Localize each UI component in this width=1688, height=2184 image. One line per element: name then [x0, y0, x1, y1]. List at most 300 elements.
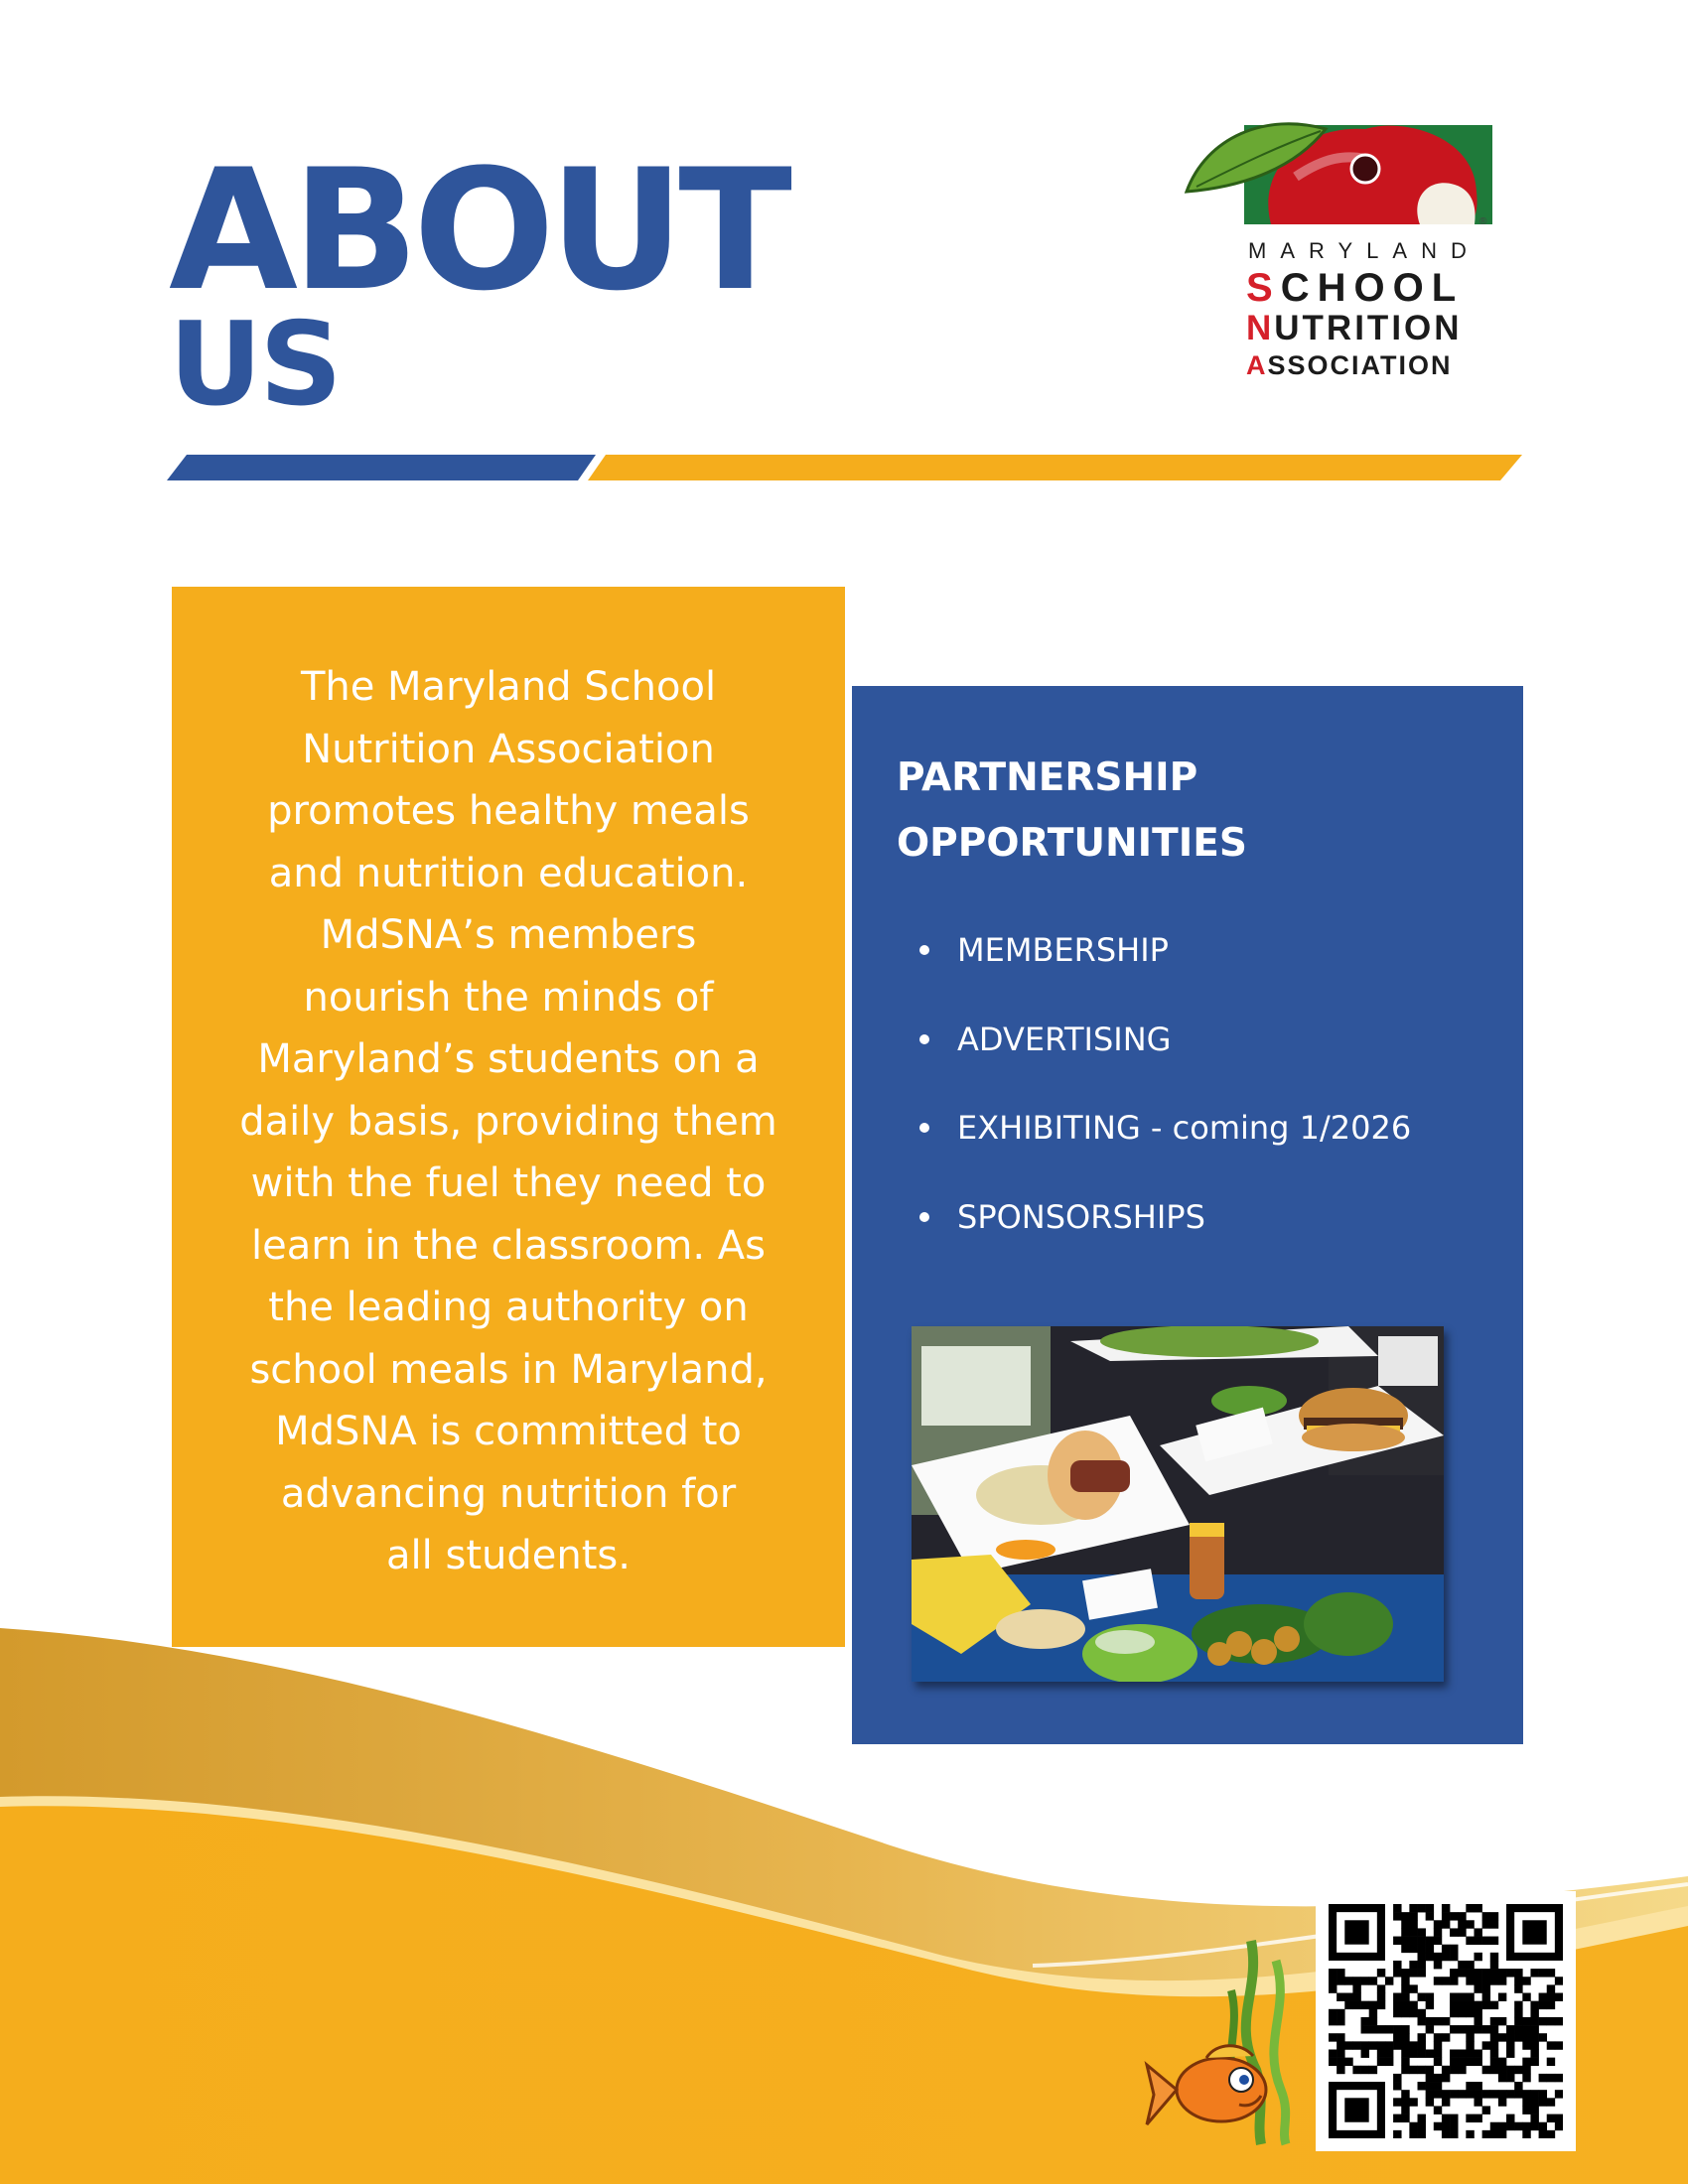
qr-module: [1474, 1953, 1481, 1961]
qr-module: [1506, 2025, 1514, 2033]
partnership-heading-line-1: PARTNERSHIP: [897, 755, 1198, 800]
qr-module: [1385, 2049, 1393, 2057]
qr-module: [1530, 2106, 1538, 2114]
qr-module: [1426, 2098, 1434, 2106]
qr-module: [1409, 1961, 1417, 1969]
qr-module: [1522, 2074, 1530, 2082]
qr-module: [1522, 2066, 1530, 2074]
qr-module: [1409, 2122, 1417, 2130]
qr-module: [1352, 1984, 1360, 1992]
qr-module: [1418, 2009, 1426, 2017]
qr-module: [1401, 2009, 1409, 2017]
qr-module: [1522, 1977, 1530, 1984]
qr-module: [1474, 2009, 1481, 2017]
qr-module: [1434, 2049, 1442, 2057]
qr-module: [1539, 2074, 1547, 2082]
qr-module: [1401, 1993, 1409, 2001]
qr-module: [1426, 2025, 1434, 2033]
qr-module: [1547, 2074, 1555, 2082]
qr-module: [1490, 2033, 1498, 2041]
qr-module: [1458, 2058, 1466, 2066]
qr-module: [1490, 1961, 1498, 1969]
qr-module: [1450, 1953, 1458, 1961]
logo-n: N: [1246, 309, 1275, 347]
qr-module: [1418, 2115, 1426, 2122]
qr-module: [1498, 2066, 1506, 2074]
qr-module: [1434, 1937, 1442, 1945]
qr-module: [1498, 2130, 1506, 2138]
qr-module: [1466, 1904, 1474, 1912]
qr-module: [1401, 2115, 1409, 2122]
qr-module: [1522, 2033, 1530, 2041]
qr-module: [1401, 1969, 1409, 1977]
partnership-heading-line-2: OPPORTUNITIES: [897, 821, 1248, 866]
qr-module: [1336, 2033, 1344, 2041]
partnership-heading: [897, 746, 1492, 877]
qr-module: [1442, 1912, 1450, 1920]
qr-module: [1409, 2041, 1417, 2049]
about-line: and nutrition education.: [268, 850, 749, 896]
qr-module: [1514, 2122, 1522, 2130]
qr-module: [1466, 2090, 1474, 2098]
qr-module: [1434, 1920, 1442, 1928]
qr-module: [1401, 2033, 1409, 2041]
qr-module: [1474, 1937, 1481, 1945]
qr-module: [1409, 1904, 1417, 1912]
qr-module: [1418, 1961, 1426, 1969]
qr-module: [1336, 1977, 1344, 1984]
qr-module: [1474, 2082, 1481, 2090]
qr-module: [1482, 2041, 1490, 2049]
qr-module: [1474, 1904, 1481, 1912]
qr-module: [1498, 2098, 1506, 2106]
qr-module: [1522, 2025, 1530, 2033]
list-item-membership: [912, 930, 1411, 1020]
qr-module: [1482, 2025, 1490, 2033]
qr-module: [1466, 1977, 1474, 1984]
qr-module: [1393, 1969, 1401, 1977]
qr-module: [1458, 2066, 1466, 2074]
qr-module: [1514, 2001, 1522, 2009]
qr-module: [1482, 1912, 1490, 1920]
qr-module: [1409, 1937, 1417, 1945]
qr-module: [1409, 2098, 1417, 2106]
qr-module: [1336, 1993, 1344, 2001]
qr-module: [1530, 2058, 1538, 2066]
qr-module: [1329, 2009, 1336, 2017]
qr-module: [1490, 2122, 1498, 2130]
qr-module: [1401, 2090, 1409, 2098]
qr-module: [1409, 2001, 1417, 2009]
qr-finder-pattern: [1522, 1920, 1546, 1944]
qr-module: [1393, 1961, 1401, 1969]
qr-module: [1409, 2049, 1417, 2057]
qr-module: [1490, 1937, 1498, 1945]
qr-module: [1530, 2122, 1538, 2130]
qr-module: [1369, 2025, 1377, 2033]
qr-module: [1393, 2041, 1401, 2049]
qr-module: [1418, 2017, 1426, 2025]
qr-module: [1393, 2025, 1401, 2033]
qr-module: [1377, 1969, 1385, 1977]
qr-module: [1466, 1920, 1474, 1928]
qr-module: [1401, 1928, 1409, 1936]
qr-module: [1409, 2130, 1417, 2138]
qr-module: [1458, 1961, 1466, 1969]
qr-module: [1530, 2033, 1538, 2041]
qr-module: [1522, 2130, 1530, 2138]
qr-module: [1426, 1937, 1434, 1945]
qr-module: [1555, 2122, 1563, 2130]
qr-module: [1547, 2058, 1555, 2066]
qr-module: [1547, 2041, 1555, 2049]
qr-module: [1466, 2082, 1474, 2090]
qr-module: [1409, 2066, 1417, 2074]
qr-module: [1539, 1993, 1547, 2001]
about-line: learn in the classroom. As: [251, 1222, 766, 1269]
qr-module: [1539, 2017, 1547, 2025]
qr-module: [1530, 1969, 1538, 1977]
qr-module: [1466, 2025, 1474, 2033]
qr-module: [1514, 1977, 1522, 1984]
qr-module: [1409, 1945, 1417, 1953]
qr-module: [1450, 2066, 1458, 2074]
qr-module: [1369, 2001, 1377, 2009]
bullet-icon: [919, 945, 929, 955]
qr-module: [1426, 1912, 1434, 1920]
qr-module: [1344, 1993, 1352, 2001]
qr-module: [1377, 2049, 1385, 2057]
qr-module: [1336, 2017, 1344, 2025]
qr-module: [1498, 2090, 1506, 2098]
logo-a: A: [1246, 350, 1268, 380]
qr-module: [1539, 2098, 1547, 2106]
qr-module: [1393, 1904, 1401, 1912]
qr-module: [1458, 1928, 1466, 1936]
qr-module: [1482, 1993, 1490, 2001]
qr-module: [1490, 1920, 1498, 1928]
qr-module: [1352, 2066, 1360, 2074]
qr-module: [1426, 2017, 1434, 2025]
logo-utrition: UTRITION: [1274, 309, 1463, 347]
qr-module: [1329, 2049, 1336, 2057]
qr-module: [1426, 2074, 1434, 2082]
qr-module: [1450, 1977, 1458, 1984]
qr-module: [1506, 2049, 1514, 2057]
qr-module: [1434, 1953, 1442, 1961]
logo-nutrition: [1246, 309, 1463, 348]
qr-module: [1522, 2098, 1530, 2106]
qr-module: [1401, 1937, 1409, 1945]
qr-module: [1418, 1993, 1426, 2001]
bullet-icon: [919, 1123, 929, 1133]
qr-module: [1336, 2058, 1344, 2066]
qr-module: [1555, 2041, 1563, 2049]
qr-module: [1547, 2098, 1555, 2106]
qr-module: [1409, 1969, 1417, 1977]
qr-module: [1442, 1904, 1450, 1912]
qr-module: [1377, 2058, 1385, 2066]
qr-module: [1482, 1937, 1490, 1945]
qr-module: [1458, 2025, 1466, 2033]
qr-module: [1458, 1969, 1466, 1977]
qr-module: [1361, 2017, 1369, 2025]
qr-module: [1361, 2001, 1369, 2009]
qr-module: [1434, 2082, 1442, 2090]
qr-module: [1474, 2017, 1481, 2025]
qr-module: [1434, 1961, 1442, 1969]
qr-module: [1442, 2115, 1450, 2122]
about-line: with the fuel they need to: [250, 1160, 767, 1206]
qr-module: [1401, 2041, 1409, 2049]
qr-module: [1418, 2049, 1426, 2057]
qr-module: [1514, 2033, 1522, 2041]
qr-module: [1442, 1945, 1450, 1953]
qr-module: [1466, 2001, 1474, 2009]
qr-module: [1401, 1945, 1409, 1953]
qr-module: [1522, 2106, 1530, 2114]
qr-module: [1547, 1984, 1555, 1992]
qr-module: [1401, 1920, 1409, 1928]
qr-module: [1450, 2049, 1458, 2057]
qr-module: [1361, 2066, 1369, 2074]
qr-module: [1482, 1920, 1490, 1928]
qr-module: [1434, 2058, 1442, 2066]
qr-module: [1450, 1969, 1458, 1977]
qr-module: [1547, 2130, 1555, 2138]
qr-module: [1514, 1969, 1522, 1977]
qr-module: [1466, 2115, 1474, 2122]
qr-module: [1377, 1993, 1385, 2001]
qr-module: [1450, 2025, 1458, 2033]
qr-module: [1482, 1977, 1490, 1984]
qr-module: [1401, 2049, 1409, 2057]
qr-module: [1385, 2058, 1393, 2066]
qr-module: [1530, 2090, 1538, 2098]
qr-module: [1555, 2017, 1563, 2025]
qr-module: [1530, 2041, 1538, 2049]
qr-module: [1442, 1920, 1450, 1928]
qr-module: [1401, 2001, 1409, 2009]
qr-module: [1522, 2041, 1530, 2049]
qr-module: [1506, 2033, 1514, 2041]
qr-module: [1514, 2066, 1522, 2074]
qr-module: [1401, 1984, 1409, 1992]
bullet-icon: [919, 1212, 929, 1222]
qr-module: [1458, 1993, 1466, 2001]
logo-s: S: [1246, 266, 1281, 310]
qr-module: [1450, 2001, 1458, 2009]
qr-module: [1450, 2122, 1458, 2130]
qr-module: [1336, 2066, 1344, 2074]
qr-module: [1490, 2041, 1498, 2049]
qr-module: [1498, 1993, 1506, 2001]
qr-module: [1409, 1984, 1417, 1992]
qr-module: [1498, 1969, 1506, 1977]
qr-module: [1434, 2017, 1442, 2025]
qr-module: [1401, 2058, 1409, 2066]
logo-chool: CHOOL: [1280, 266, 1465, 310]
qr-module: [1434, 2090, 1442, 2098]
qr-module: [1418, 1969, 1426, 1977]
qr-module: [1329, 2017, 1336, 2025]
qr-module: [1474, 1928, 1481, 1936]
qr-module: [1385, 1977, 1393, 1984]
about-box: [172, 587, 845, 1647]
qr-module: [1442, 2090, 1450, 2098]
qr-module: [1490, 1969, 1498, 1977]
qr-module: [1329, 2033, 1336, 2041]
qr-module: [1530, 2049, 1538, 2057]
qr-module: [1498, 2122, 1506, 2130]
qr-module: [1530, 2025, 1538, 2033]
qr-module: [1530, 2098, 1538, 2106]
qr-module: [1547, 1993, 1555, 2001]
qr-module: [1393, 2033, 1401, 2041]
qr-module: [1514, 2009, 1522, 2017]
logo-maryland: MARYLAND: [1248, 238, 1480, 263]
qr-module: [1555, 2115, 1563, 2122]
qr-module: [1555, 1977, 1563, 1984]
qr-module: [1490, 1912, 1498, 1920]
qr-module: [1466, 2009, 1474, 2017]
qr-module: [1329, 2058, 1336, 2066]
qr-module: [1442, 2033, 1450, 2041]
qr-module: [1409, 1920, 1417, 1928]
qr-module: [1506, 2041, 1514, 2049]
registered-mark: ®: [1479, 216, 1487, 227]
qr-module: [1539, 2130, 1547, 2138]
qr-module: [1401, 2066, 1409, 2074]
partnership-list: [912, 930, 1411, 1286]
qr-module: [1474, 1977, 1481, 1984]
qr-module: [1393, 1993, 1401, 2001]
logo-ssociation: SSOCIATION: [1267, 350, 1453, 380]
about-line: MdSNA is committed to: [275, 1409, 742, 1454]
qr-module: [1474, 2001, 1481, 2009]
qr-module: [1474, 2098, 1481, 2106]
qr-module: [1490, 2130, 1498, 2138]
qr-module: [1442, 2130, 1450, 2138]
qr-module: [1514, 2082, 1522, 2090]
qr-module: [1385, 2025, 1393, 2033]
qr-module: [1336, 2041, 1344, 2049]
page-title-line-1: ABOUT: [169, 133, 786, 328]
qr-module: [1369, 2017, 1377, 2025]
qr-module: [1426, 2049, 1434, 2057]
about-line: The Maryland School: [300, 664, 717, 710]
about-line: Maryland’s students on a: [257, 1036, 760, 1082]
mdsna-logo: [1177, 107, 1504, 390]
qr-code-container[interactable]: [1316, 1891, 1576, 2151]
qr-module: [1474, 1984, 1481, 1992]
about-line: advancing nutrition for: [280, 1470, 737, 1517]
qr-module: [1555, 2090, 1563, 2098]
qr-module: [1450, 2115, 1458, 2122]
qr-module: [1393, 2082, 1401, 2090]
goldfish-mascot-icon: [1142, 1931, 1321, 2149]
qr-module: [1506, 2122, 1514, 2130]
qr-module: [1450, 2090, 1458, 2098]
qr-module: [1352, 1993, 1360, 2001]
qr-module: [1474, 2025, 1481, 2033]
qr-module: [1401, 2098, 1409, 2106]
qr-module: [1369, 1977, 1377, 1984]
qr-module: [1393, 1912, 1401, 1920]
qr-finder-pattern: [1344, 1920, 1368, 1944]
qr-module: [1401, 1912, 1409, 1920]
qr-module: [1498, 2074, 1506, 2082]
qr-module: [1426, 2066, 1434, 2074]
apple-logo-icon: [1177, 107, 1504, 236]
qr-module: [1482, 2130, 1490, 2138]
qr-module: [1490, 2017, 1498, 2025]
qr-module: [1442, 2098, 1450, 2106]
qr-module: [1450, 1912, 1458, 1920]
qr-module: [1474, 1969, 1481, 1977]
partnership-box: [852, 686, 1523, 1744]
qr-module: [1506, 2074, 1514, 2082]
about-line: nourish the minds of: [303, 974, 714, 1021]
qr-module: [1450, 1928, 1458, 1936]
qr-module: [1466, 2033, 1474, 2041]
list-item-advertising: [912, 1020, 1411, 1109]
qr-module: [1547, 1969, 1555, 1977]
qr-module: [1539, 2122, 1547, 2130]
about-line: MdSNA’s members: [320, 912, 697, 958]
qr-module: [1490, 2025, 1498, 2033]
logo-association: [1246, 350, 1453, 381]
qr-module: [1329, 1969, 1336, 1977]
qr-module: [1506, 1969, 1514, 1977]
qr-code-icon[interactable]: [1329, 1904, 1563, 2138]
qr-module: [1434, 2041, 1442, 2049]
qr-module: [1530, 2001, 1538, 2009]
qr-module: [1401, 2106, 1409, 2114]
qr-finder-pattern: [1344, 2098, 1368, 2121]
qr-module: [1393, 1937, 1401, 1945]
qr-module: [1369, 2009, 1377, 2017]
qr-module: [1426, 1904, 1434, 1912]
qr-module: [1522, 2122, 1530, 2130]
qr-module: [1336, 2009, 1344, 2017]
qr-module: [1418, 2041, 1426, 2049]
qr-module: [1426, 2082, 1434, 2090]
qr-module: [1442, 2074, 1450, 2082]
qr-module: [1474, 2115, 1481, 2122]
qr-module: [1361, 2025, 1369, 2033]
qr-module: [1352, 1977, 1360, 1984]
qr-module: [1490, 2090, 1498, 2098]
qr-module: [1539, 1969, 1547, 1977]
qr-module: [1434, 1928, 1442, 1936]
qr-module: [1418, 1953, 1426, 1961]
qr-module: [1344, 2001, 1352, 2009]
qr-module: [1393, 2098, 1401, 2106]
qr-module: [1490, 1953, 1498, 1961]
logo-school: [1246, 266, 1464, 311]
qr-module: [1490, 2001, 1498, 2009]
qr-module: [1352, 2041, 1360, 2049]
list-item-label: EXHIBITING - coming 1/2026: [957, 1109, 1412, 1147]
qr-module: [1434, 2106, 1442, 2114]
qr-module: [1490, 2066, 1498, 2074]
about-description: [200, 656, 817, 1587]
qr-module: [1418, 1945, 1426, 1953]
qr-module: [1450, 1945, 1458, 1953]
qr-module: [1539, 2001, 1547, 2009]
qr-module: [1466, 2041, 1474, 2049]
